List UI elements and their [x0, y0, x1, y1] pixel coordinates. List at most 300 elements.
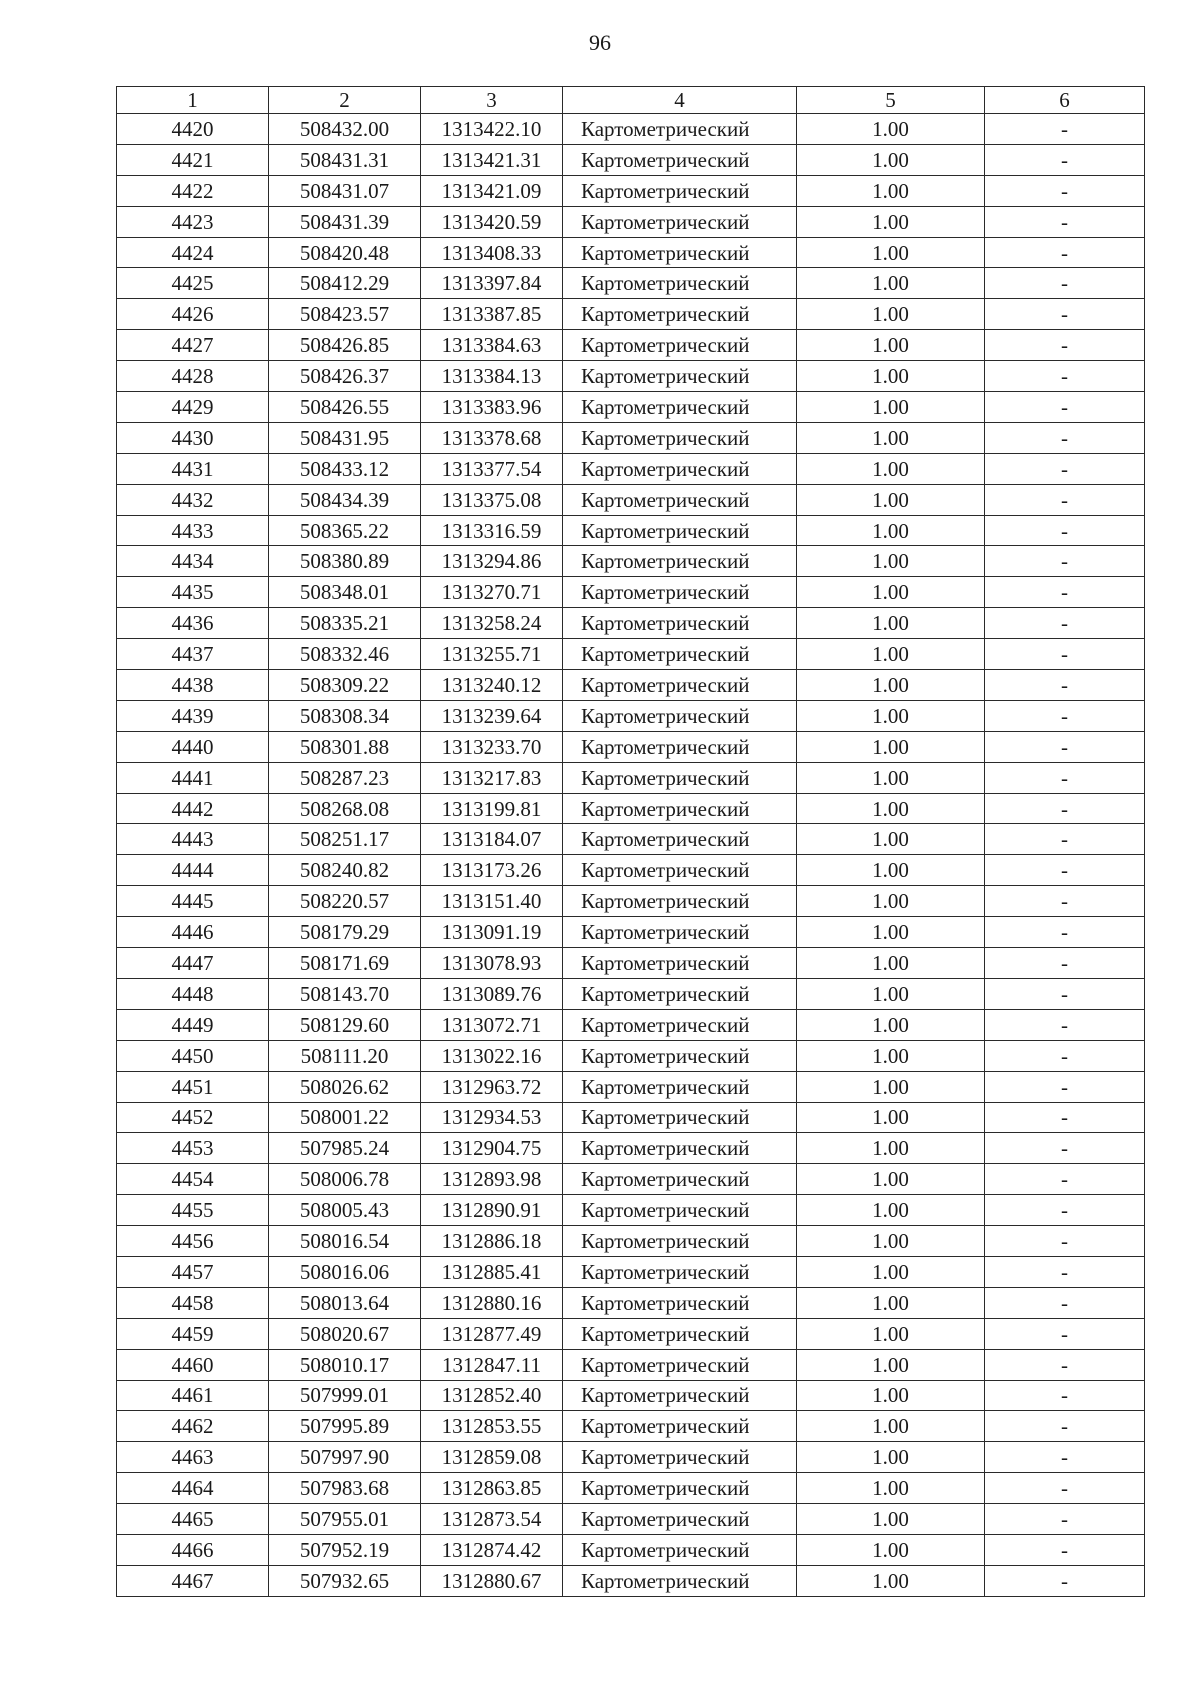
y-coordinate-cell: 1312873.54	[421, 1504, 563, 1535]
y-coordinate-cell: 1313072.71	[421, 1009, 563, 1040]
method-cell: Картометрический	[563, 361, 797, 392]
y-coordinate-cell: 1313378.68	[421, 422, 563, 453]
note-cell: -	[985, 1040, 1145, 1071]
accuracy-cell: 1.00	[797, 422, 985, 453]
x-coordinate-cell: 508006.78	[269, 1164, 421, 1195]
note-cell: -	[985, 855, 1145, 886]
y-coordinate-cell: 1312880.67	[421, 1565, 563, 1596]
table-row	[117, 114, 1145, 145]
point-number-cell: 4466	[117, 1534, 269, 1565]
table-row	[117, 917, 1145, 948]
y-coordinate-cell: 1313384.13	[421, 361, 563, 392]
accuracy-cell: 1.00	[797, 175, 985, 206]
x-coordinate-cell: 508220.57	[269, 886, 421, 917]
accuracy-cell: 1.00	[797, 1380, 985, 1411]
x-coordinate-cell: 508420.48	[269, 237, 421, 268]
point-number-cell: 4453	[117, 1133, 269, 1164]
accuracy-cell: 1.00	[797, 700, 985, 731]
y-coordinate-cell: 1312904.75	[421, 1133, 563, 1164]
point-number-cell: 4425	[117, 268, 269, 299]
accuracy-cell: 1.00	[797, 114, 985, 145]
table-row	[117, 237, 1145, 268]
y-coordinate-cell: 1313233.70	[421, 731, 563, 762]
accuracy-cell: 1.00	[797, 917, 985, 948]
method-cell: Картометрический	[563, 237, 797, 268]
x-coordinate-cell: 508010.17	[269, 1349, 421, 1380]
method-cell: Картометрический	[563, 1318, 797, 1349]
point-number-cell: 4443	[117, 824, 269, 855]
accuracy-cell: 1.00	[797, 1473, 985, 1504]
table-row	[117, 948, 1145, 979]
y-coordinate-cell: 1313217.83	[421, 762, 563, 793]
y-coordinate-cell: 1312847.11	[421, 1349, 563, 1380]
y-coordinate-cell: 1313375.08	[421, 484, 563, 515]
method-cell: Картометрический	[563, 1195, 797, 1226]
table-row	[117, 206, 1145, 237]
accuracy-cell: 1.00	[797, 361, 985, 392]
accuracy-cell: 1.00	[797, 515, 985, 546]
method-cell: Картометрический	[563, 731, 797, 762]
note-cell: -	[985, 268, 1145, 299]
method-cell: Картометрический	[563, 1504, 797, 1535]
note-cell: -	[985, 1504, 1145, 1535]
method-cell: Картометрический	[563, 175, 797, 206]
x-coordinate-cell: 508432.00	[269, 114, 421, 145]
method-cell: Картометрический	[563, 206, 797, 237]
y-coordinate-cell: 1313421.31	[421, 144, 563, 175]
method-cell: Картометрический	[563, 515, 797, 546]
table-row	[117, 299, 1145, 330]
table-body	[117, 114, 1145, 1597]
accuracy-cell: 1.00	[797, 206, 985, 237]
x-coordinate-cell: 508001.22	[269, 1102, 421, 1133]
table-row	[117, 731, 1145, 762]
table-header	[117, 87, 1145, 114]
accuracy-cell: 1.00	[797, 1534, 985, 1565]
accuracy-cell: 1.00	[797, 1411, 985, 1442]
accuracy-cell: 1.00	[797, 948, 985, 979]
y-coordinate-cell: 1313270.71	[421, 577, 563, 608]
header-row	[117, 87, 1145, 114]
accuracy-cell: 1.00	[797, 978, 985, 1009]
table-row	[117, 886, 1145, 917]
method-cell: Картометрический	[563, 1164, 797, 1195]
x-coordinate-cell: 508431.95	[269, 422, 421, 453]
point-number-cell: 4428	[117, 361, 269, 392]
point-number-cell: 4424	[117, 237, 269, 268]
accuracy-cell: 1.00	[797, 1256, 985, 1287]
point-number-cell: 4464	[117, 1473, 269, 1504]
accuracy-cell: 1.00	[797, 793, 985, 824]
accuracy-cell: 1.00	[797, 237, 985, 268]
point-number-cell: 4430	[117, 422, 269, 453]
accuracy-cell: 1.00	[797, 1133, 985, 1164]
point-number-cell: 4432	[117, 484, 269, 515]
point-number-cell: 4435	[117, 577, 269, 608]
point-number-cell: 4458	[117, 1287, 269, 1318]
x-coordinate-cell: 508423.57	[269, 299, 421, 330]
column-header-1: 1	[117, 87, 269, 114]
x-coordinate-cell: 508013.64	[269, 1287, 421, 1318]
note-cell: -	[985, 824, 1145, 855]
point-number-cell: 4445	[117, 886, 269, 917]
point-number-cell: 4454	[117, 1164, 269, 1195]
table-row	[117, 639, 1145, 670]
table-row	[117, 1256, 1145, 1287]
method-cell: Картометрический	[563, 639, 797, 670]
note-cell: -	[985, 484, 1145, 515]
table-row	[117, 361, 1145, 392]
point-number-cell: 4449	[117, 1009, 269, 1040]
x-coordinate-cell: 508268.08	[269, 793, 421, 824]
method-cell: Картометрический	[563, 793, 797, 824]
x-coordinate-cell: 507985.24	[269, 1133, 421, 1164]
note-cell: -	[985, 1287, 1145, 1318]
method-cell: Картометрический	[563, 299, 797, 330]
accuracy-cell: 1.00	[797, 299, 985, 330]
point-number-cell: 4442	[117, 793, 269, 824]
accuracy-cell: 1.00	[797, 1195, 985, 1226]
table-row	[117, 1040, 1145, 1071]
y-coordinate-cell: 1313173.26	[421, 855, 563, 886]
point-number-cell: 4421	[117, 144, 269, 175]
point-number-cell: 4462	[117, 1411, 269, 1442]
point-number-cell: 4451	[117, 1071, 269, 1102]
point-number-cell: 4457	[117, 1256, 269, 1287]
y-coordinate-cell: 1313258.24	[421, 608, 563, 639]
table-row	[117, 330, 1145, 361]
accuracy-cell: 1.00	[797, 1040, 985, 1071]
table-row	[117, 1287, 1145, 1318]
table-row	[117, 1411, 1145, 1442]
x-coordinate-cell: 508348.01	[269, 577, 421, 608]
y-coordinate-cell: 1313294.86	[421, 546, 563, 577]
point-number-cell: 4433	[117, 515, 269, 546]
y-coordinate-cell: 1313397.84	[421, 268, 563, 299]
x-coordinate-cell: 508431.39	[269, 206, 421, 237]
note-cell: -	[985, 577, 1145, 608]
note-cell: -	[985, 639, 1145, 670]
note-cell: -	[985, 1473, 1145, 1504]
accuracy-cell: 1.00	[797, 670, 985, 701]
accuracy-cell: 1.00	[797, 1318, 985, 1349]
y-coordinate-cell: 1312859.08	[421, 1442, 563, 1473]
table-row	[117, 1534, 1145, 1565]
y-coordinate-cell: 1312863.85	[421, 1473, 563, 1504]
accuracy-cell: 1.00	[797, 1164, 985, 1195]
table-row	[117, 577, 1145, 608]
x-coordinate-cell: 508335.21	[269, 608, 421, 639]
note-cell: -	[985, 453, 1145, 484]
point-number-cell: 4441	[117, 762, 269, 793]
table-row	[117, 392, 1145, 423]
note-cell: -	[985, 1318, 1145, 1349]
x-coordinate-cell: 507997.90	[269, 1442, 421, 1473]
accuracy-cell: 1.00	[797, 392, 985, 423]
table-row	[117, 824, 1145, 855]
x-coordinate-cell: 508251.17	[269, 824, 421, 855]
method-cell: Картометрический	[563, 917, 797, 948]
note-cell: -	[985, 1009, 1145, 1040]
accuracy-cell: 1.00	[797, 1442, 985, 1473]
point-number-cell: 4423	[117, 206, 269, 237]
accuracy-cell: 1.00	[797, 577, 985, 608]
method-cell: Картометрический	[563, 330, 797, 361]
method-cell: Картометрический	[563, 422, 797, 453]
x-coordinate-cell: 508016.54	[269, 1226, 421, 1257]
y-coordinate-cell: 1312853.55	[421, 1411, 563, 1442]
table-row	[117, 1009, 1145, 1040]
x-coordinate-cell: 507932.65	[269, 1565, 421, 1596]
table-row	[117, 700, 1145, 731]
note-cell: -	[985, 1534, 1145, 1565]
method-cell: Картометрический	[563, 453, 797, 484]
y-coordinate-cell: 1313184.07	[421, 824, 563, 855]
point-number-cell: 4436	[117, 608, 269, 639]
y-coordinate-cell: 1313421.09	[421, 175, 563, 206]
note-cell: -	[985, 237, 1145, 268]
point-number-cell: 4459	[117, 1318, 269, 1349]
note-cell: -	[985, 515, 1145, 546]
y-coordinate-cell: 1312890.91	[421, 1195, 563, 1226]
note-cell: -	[985, 1071, 1145, 1102]
method-cell: Картометрический	[563, 855, 797, 886]
accuracy-cell: 1.00	[797, 330, 985, 361]
method-cell: Картометрический	[563, 144, 797, 175]
method-cell: Картометрический	[563, 948, 797, 979]
accuracy-cell: 1.00	[797, 546, 985, 577]
note-cell: -	[985, 886, 1145, 917]
method-cell: Картометрический	[563, 670, 797, 701]
point-number-cell: 4438	[117, 670, 269, 701]
x-coordinate-cell: 508365.22	[269, 515, 421, 546]
x-coordinate-cell: 508431.07	[269, 175, 421, 206]
point-number-cell: 4467	[117, 1565, 269, 1596]
table-row	[117, 1318, 1145, 1349]
x-coordinate-cell: 508129.60	[269, 1009, 421, 1040]
x-coordinate-cell: 508380.89	[269, 546, 421, 577]
table-row	[117, 1164, 1145, 1195]
point-number-cell: 4426	[117, 299, 269, 330]
x-coordinate-cell: 507955.01	[269, 1504, 421, 1535]
accuracy-cell: 1.00	[797, 1071, 985, 1102]
y-coordinate-cell: 1312852.40	[421, 1380, 563, 1411]
point-number-cell: 4431	[117, 453, 269, 484]
point-number-cell: 4460	[117, 1349, 269, 1380]
note-cell: -	[985, 175, 1145, 206]
note-cell: -	[985, 361, 1145, 392]
x-coordinate-cell: 507952.19	[269, 1534, 421, 1565]
method-cell: Картометрический	[563, 577, 797, 608]
point-number-cell: 4456	[117, 1226, 269, 1257]
method-cell: Картометрический	[563, 546, 797, 577]
table-row	[117, 546, 1145, 577]
table-row	[117, 484, 1145, 515]
y-coordinate-cell: 1312886.18	[421, 1226, 563, 1257]
point-number-cell: 4420	[117, 114, 269, 145]
method-cell: Картометрический	[563, 1442, 797, 1473]
note-cell: -	[985, 330, 1145, 361]
column-header-4: 4	[563, 87, 797, 114]
x-coordinate-cell: 508020.67	[269, 1318, 421, 1349]
method-cell: Картометрический	[563, 1009, 797, 1040]
method-cell: Картометрический	[563, 484, 797, 515]
note-cell: -	[985, 978, 1145, 1009]
table-row	[117, 144, 1145, 175]
x-coordinate-cell: 508016.06	[269, 1256, 421, 1287]
x-coordinate-cell: 508426.55	[269, 392, 421, 423]
method-cell: Картометрический	[563, 1380, 797, 1411]
y-coordinate-cell: 1313377.54	[421, 453, 563, 484]
method-cell: Картометрический	[563, 1102, 797, 1133]
accuracy-cell: 1.00	[797, 268, 985, 299]
point-number-cell: 4461	[117, 1380, 269, 1411]
point-number-cell: 4463	[117, 1442, 269, 1473]
method-cell: Картометрический	[563, 886, 797, 917]
note-cell: -	[985, 948, 1145, 979]
point-number-cell: 4447	[117, 948, 269, 979]
table-row	[117, 422, 1145, 453]
table-row	[117, 762, 1145, 793]
method-cell: Картометрический	[563, 1256, 797, 1287]
point-number-cell: 4455	[117, 1195, 269, 1226]
point-number-cell: 4437	[117, 639, 269, 670]
x-coordinate-cell: 508426.85	[269, 330, 421, 361]
column-header-6: 6	[985, 87, 1145, 114]
accuracy-cell: 1.00	[797, 453, 985, 484]
point-number-cell: 4439	[117, 700, 269, 731]
note-cell: -	[985, 144, 1145, 175]
note-cell: -	[985, 700, 1145, 731]
table-row	[117, 1102, 1145, 1133]
point-number-cell: 4444	[117, 855, 269, 886]
y-coordinate-cell: 1313091.19	[421, 917, 563, 948]
note-cell: -	[985, 917, 1145, 948]
table-row	[117, 1133, 1145, 1164]
accuracy-cell: 1.00	[797, 855, 985, 886]
point-number-cell: 4429	[117, 392, 269, 423]
table-row	[117, 1226, 1145, 1257]
table-row	[117, 1349, 1145, 1380]
y-coordinate-cell: 1313255.71	[421, 639, 563, 670]
method-cell: Картометрический	[563, 1226, 797, 1257]
table-row	[117, 515, 1145, 546]
note-cell: -	[985, 1256, 1145, 1287]
x-coordinate-cell: 508179.29	[269, 917, 421, 948]
note-cell: -	[985, 1102, 1145, 1133]
y-coordinate-cell: 1313384.63	[421, 330, 563, 361]
table-row	[117, 1071, 1145, 1102]
x-coordinate-cell: 508240.82	[269, 855, 421, 886]
table-row	[117, 1442, 1145, 1473]
table-row	[117, 1504, 1145, 1535]
note-cell: -	[985, 1565, 1145, 1596]
x-coordinate-cell: 508026.62	[269, 1071, 421, 1102]
page-number: 96	[589, 30, 611, 55]
y-coordinate-cell: 1313078.93	[421, 948, 563, 979]
table-row	[117, 453, 1145, 484]
point-number-cell: 4452	[117, 1102, 269, 1133]
note-cell: -	[985, 608, 1145, 639]
x-coordinate-cell: 508287.23	[269, 762, 421, 793]
x-coordinate-cell: 508332.46	[269, 639, 421, 670]
accuracy-cell: 1.00	[797, 1226, 985, 1257]
note-cell: -	[985, 731, 1145, 762]
accuracy-cell: 1.00	[797, 1349, 985, 1380]
accuracy-cell: 1.00	[797, 762, 985, 793]
method-cell: Картометрический	[563, 1473, 797, 1504]
note-cell: -	[985, 1411, 1145, 1442]
method-cell: Картометрический	[563, 1411, 797, 1442]
accuracy-cell: 1.00	[797, 1504, 985, 1535]
note-cell: -	[985, 1226, 1145, 1257]
note-cell: -	[985, 114, 1145, 145]
x-coordinate-cell: 508171.69	[269, 948, 421, 979]
y-coordinate-cell: 1313239.64	[421, 700, 563, 731]
method-cell: Картометрический	[563, 392, 797, 423]
method-cell: Картометрический	[563, 608, 797, 639]
method-cell: Картометрический	[563, 1349, 797, 1380]
note-cell: -	[985, 670, 1145, 701]
table-row	[117, 1565, 1145, 1596]
method-cell: Картометрический	[563, 1040, 797, 1071]
note-cell: -	[985, 422, 1145, 453]
note-cell: -	[985, 762, 1145, 793]
table-row	[117, 1473, 1145, 1504]
x-coordinate-cell: 508431.31	[269, 144, 421, 175]
method-cell: Картометрический	[563, 1071, 797, 1102]
table-row	[117, 978, 1145, 1009]
y-coordinate-cell: 1313387.85	[421, 299, 563, 330]
y-coordinate-cell: 1313240.12	[421, 670, 563, 701]
coordinates-table	[116, 86, 1145, 1597]
table-row	[117, 855, 1145, 886]
x-coordinate-cell: 508434.39	[269, 484, 421, 515]
x-coordinate-cell: 508433.12	[269, 453, 421, 484]
point-number-cell: 4450	[117, 1040, 269, 1071]
x-coordinate-cell: 508111.20	[269, 1040, 421, 1071]
y-coordinate-cell: 1313199.81	[421, 793, 563, 824]
y-coordinate-cell: 1313408.33	[421, 237, 563, 268]
y-coordinate-cell: 1313422.10	[421, 114, 563, 145]
y-coordinate-cell: 1312893.98	[421, 1164, 563, 1195]
table-row	[117, 670, 1145, 701]
y-coordinate-cell: 1312874.42	[421, 1534, 563, 1565]
note-cell: -	[985, 1380, 1145, 1411]
y-coordinate-cell: 1313420.59	[421, 206, 563, 237]
method-cell: Картометрический	[563, 1133, 797, 1164]
point-number-cell: 4422	[117, 175, 269, 206]
point-number-cell: 4434	[117, 546, 269, 577]
table-row	[117, 1380, 1145, 1411]
method-cell: Картометрический	[563, 1287, 797, 1318]
x-coordinate-cell: 507995.89	[269, 1411, 421, 1442]
method-cell: Картометрический	[563, 114, 797, 145]
accuracy-cell: 1.00	[797, 484, 985, 515]
x-coordinate-cell: 508005.43	[269, 1195, 421, 1226]
column-header-3: 3	[421, 87, 563, 114]
table-row	[117, 1195, 1145, 1226]
y-coordinate-cell: 1312963.72	[421, 1071, 563, 1102]
accuracy-cell: 1.00	[797, 1565, 985, 1596]
point-number-cell: 4440	[117, 731, 269, 762]
y-coordinate-cell: 1312934.53	[421, 1102, 563, 1133]
y-coordinate-cell: 1313316.59	[421, 515, 563, 546]
column-header-5: 5	[797, 87, 985, 114]
y-coordinate-cell: 1312885.41	[421, 1256, 563, 1287]
x-coordinate-cell: 508143.70	[269, 978, 421, 1009]
x-coordinate-cell: 508309.22	[269, 670, 421, 701]
